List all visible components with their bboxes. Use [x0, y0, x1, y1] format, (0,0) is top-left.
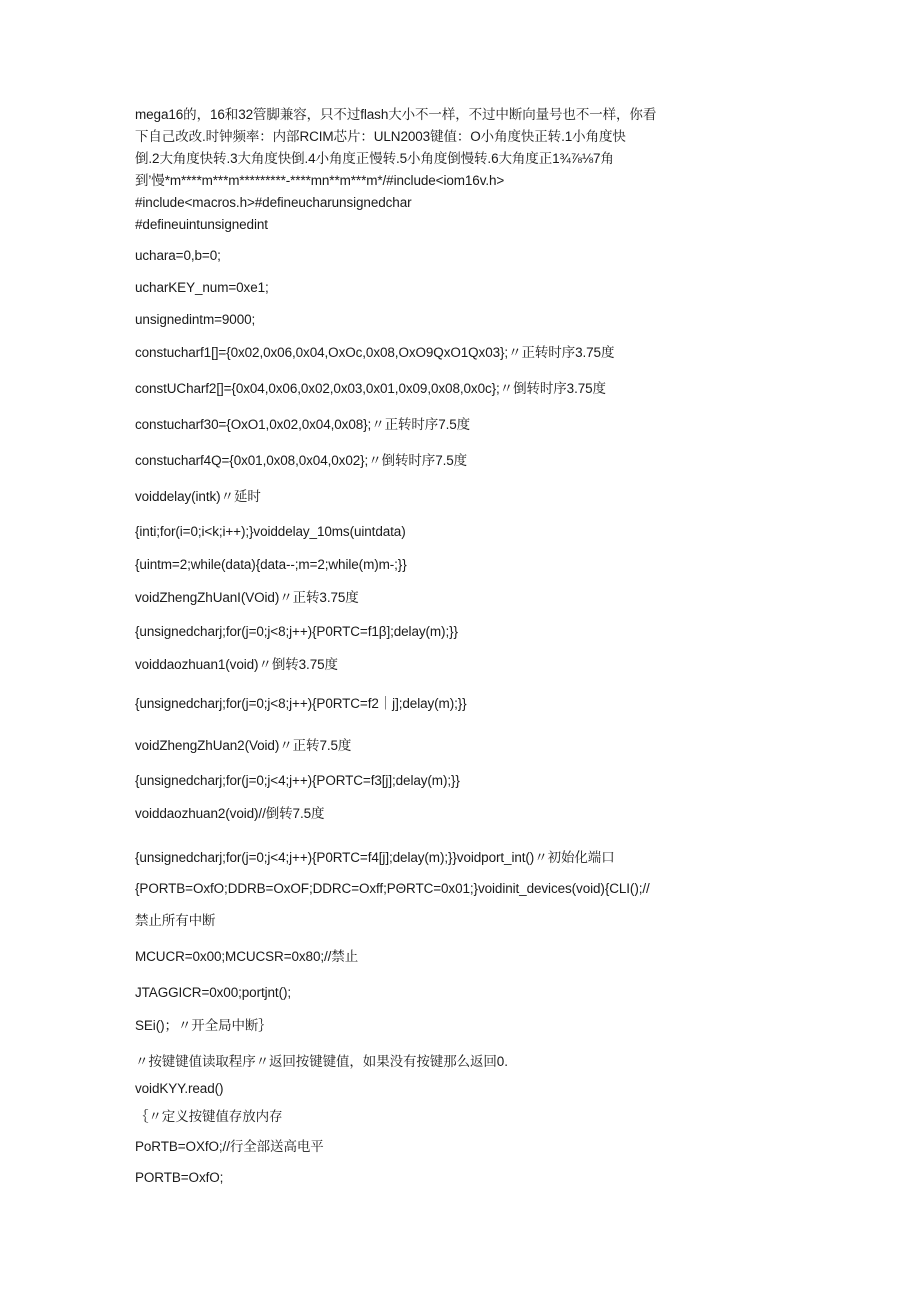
text-line: 禁止所有中断 — [135, 913, 216, 928]
text-line: voiddaozhuan2(void)//倒转7.5度 — [135, 806, 325, 821]
text-line: {unsignedcharj;for(j=0;j<4;j++){P0RTC=f4[j];delay(m);}}voidport_int()〃初始化端口 — [135, 850, 615, 865]
text-line: ｛〃定义按键值存放内存 — [135, 1109, 283, 1124]
text-line: 倒.2大角度快转.3大角度快倒.4小角度正慢转.5小角度倒慢转.6大角度正1¾⅞⅛7角 — [135, 151, 614, 166]
text-line: constUCharf2[]={0x04,0x06,0x02,0x03,0x01,0x09,0x08,0x0c};〃倒转时序3.75度 — [135, 381, 606, 396]
text-line: voidKYY.read() — [135, 1081, 224, 1096]
text-line: uchara=0,b=0; — [135, 248, 221, 263]
text-line: {unsignedcharj;for(j=0;j<4;j++){PORTC=f3[j];delay(m);}} — [135, 773, 460, 788]
text-line: voidZhengZhUanI(VOid)〃正转3.75度 — [135, 590, 359, 605]
text-line: PORTB=OxfO; — [135, 1170, 224, 1185]
text-line: #include<macros.h>#defineucharunsignedchar — [135, 195, 412, 210]
text-line: voiddelay(intk)〃延时 — [135, 489, 261, 504]
text-line: {PORTB=OxfO;DDRB=OxOF;DDRC=Oxff;PΘRTC=0x01;}voidinit_devices(void){CLI();// — [135, 881, 650, 896]
text-line: voiddaozhuan1(void)〃倒转3.75度 — [135, 657, 338, 672]
text-line: MCUCR=0x00;MCUCSR=0x80;//禁止 — [135, 949, 359, 964]
text-line: #defineuintunsignedint — [135, 217, 268, 232]
text-line: JTAGGICR=0x00;portjnt(); — [135, 985, 292, 1000]
text-line: ucharKEY_num=0xe1; — [135, 280, 269, 295]
text-line: mega16的，16和32管脚兼容，只不过flash大小不一样，不过中断向量号也不一样，你看 — [135, 107, 657, 122]
text-line: 〃按键键值读取程序〃返回按键键值，如果没有按键那么返回0. — [135, 1054, 508, 1069]
text-line: 到’慢*m****m***m*********-****mn**m***m*/#include<iom16v.h> — [135, 173, 505, 188]
text-line: {unsignedcharj;for(j=0;j<8;j++){P0RTC=f2｜j];delay(m);}} — [135, 696, 467, 711]
text-line: {uintm=2;while(data){data--;m=2;while(m)m-;}} — [135, 557, 407, 572]
text-line: SEi()；〃开全局中断｝ — [135, 1018, 272, 1033]
text-line: unsignedintm=9000; — [135, 312, 256, 327]
text-line: {inti;for(i=0;i<k;i++);}voiddelay_10ms(uintdata) — [135, 524, 406, 539]
text-line: constucharf1[]={0x02,0x06,0x04,OxOc,0x08,OxO9QxO1Qx03};〃正转时序3.75度 — [135, 345, 615, 360]
text-line: PoRTB=OXfO;//行全部送高电平 — [135, 1139, 324, 1154]
text-line: voidZhengZhUan2(Void)〃正转7.5度 — [135, 738, 352, 753]
text-line: constucharf30={OxO1,0x02,0x04,0x08};〃正转时序7.5度 — [135, 417, 471, 432]
text-line: constucharf4Q={0x01,0x08,0x04,0x02};〃倒转时序7.5度 — [135, 453, 468, 468]
text-line: 下自己改改.时钟频率：内部RCIM芯片：ULN2003键值：O小角度快正转.1小角度快 — [135, 129, 626, 144]
text-line: {unsignedcharj;for(j=0;j<8;j++){P0RTC=f1β];delay(m);}} — [135, 624, 458, 639]
